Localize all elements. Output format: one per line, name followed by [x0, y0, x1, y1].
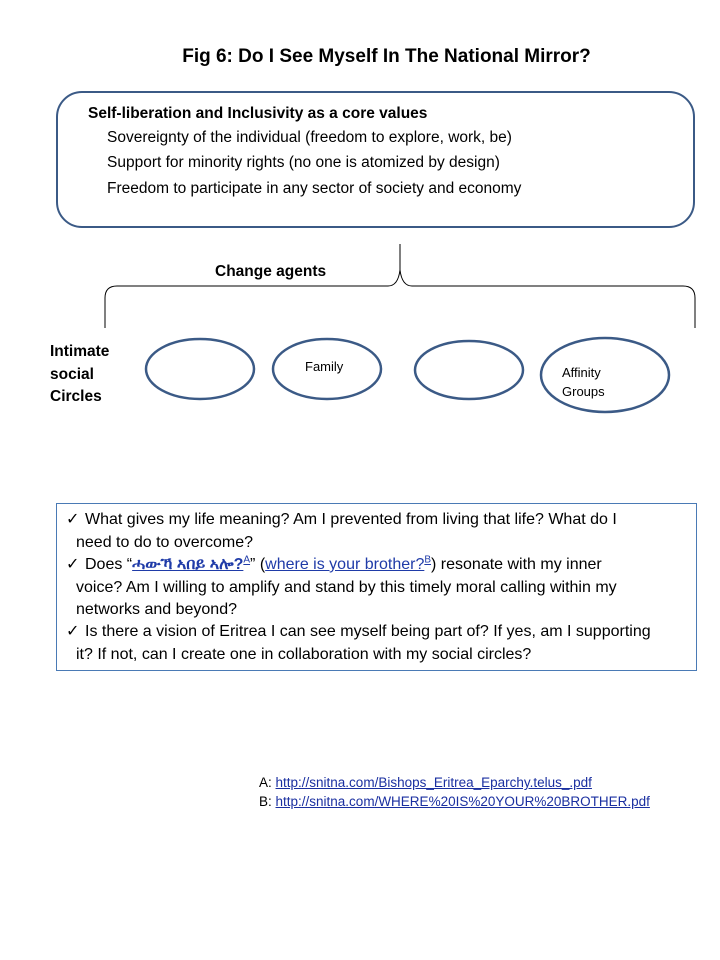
- social-circle: [415, 341, 523, 399]
- core-value-item: Support for minority rights (no one is atomized by design): [107, 154, 500, 171]
- social-circle: [541, 338, 669, 412]
- intimate-social-circles-label: [50, 341, 109, 409]
- figure-title: Fig 6: Do I See Myself In The National Mirror?: [182, 46, 591, 67]
- question-text: Is there a vision of Eritrea I can see myself being part of? If yes, am I supporting: [85, 623, 651, 640]
- footnote-a-marker[interactable]: A: [243, 554, 251, 566]
- label-line: Groups: [562, 384, 605, 399]
- amharic-phrase-link[interactable]: ሓውኻ ኣበይ ኣሎ?: [132, 556, 244, 573]
- reference-prefix: A:: [259, 775, 276, 790]
- checkmark-icon: ✓: [66, 556, 80, 573]
- family-circle-label: Family: [305, 359, 344, 374]
- change-agents-brace: [105, 244, 695, 328]
- reference-a: [259, 775, 592, 790]
- change-agents-label: Change agents: [215, 263, 327, 280]
- core-value-item: Freedom to participate in any sector of society and economy: [107, 180, 522, 197]
- question-text: Does “: [85, 556, 133, 573]
- label-line: social: [50, 365, 94, 383]
- question-text: ” (: [250, 556, 266, 573]
- question-1: [66, 509, 691, 554]
- reference-prefix: B:: [259, 794, 276, 809]
- core-values-heading: Self-liberation and Inclusivity as a core values: [88, 105, 428, 122]
- label-line: Affinity: [562, 365, 601, 380]
- question-text: ) resonate with my inner: [431, 556, 602, 573]
- social-circle: [146, 339, 254, 399]
- question-3: [66, 621, 691, 666]
- checkmark-icon: ✓: [66, 511, 80, 528]
- question-text: networks and beyond?: [76, 601, 237, 618]
- reference-b-link[interactable]: http://snitna.com/WHERE%20IS%20YOUR%20BROTHER.pdf: [275, 794, 650, 809]
- where-is-your-brother-link[interactable]: where is your brother?: [265, 556, 425, 573]
- core-value-item: Sovereignty of the individual (freedom to explore, work, be): [107, 129, 512, 146]
- question-text: What gives my life meaning? Am I prevented from living that life? What do I: [85, 511, 617, 528]
- question-text: it? If not, can I create one in collaboration with my social circles?: [76, 645, 532, 663]
- label-line: Intimate: [50, 343, 110, 360]
- reference-a-link[interactable]: http://snitna.com/Bishops_Eritrea_Eparchy.telus_.pdf: [275, 775, 592, 790]
- question-text: need to do to overcome?: [76, 533, 254, 551]
- affinity-groups-circle-label: [562, 363, 605, 401]
- question-2: [66, 554, 691, 622]
- reference-b: [259, 794, 650, 809]
- label-line: Circles: [50, 388, 102, 405]
- checkmark-icon: ✓: [66, 623, 80, 640]
- question-text: voice? Am I willing to amplify and stand by this timely moral calling within my: [76, 578, 617, 596]
- footnote-b-marker[interactable]: B: [424, 554, 432, 566]
